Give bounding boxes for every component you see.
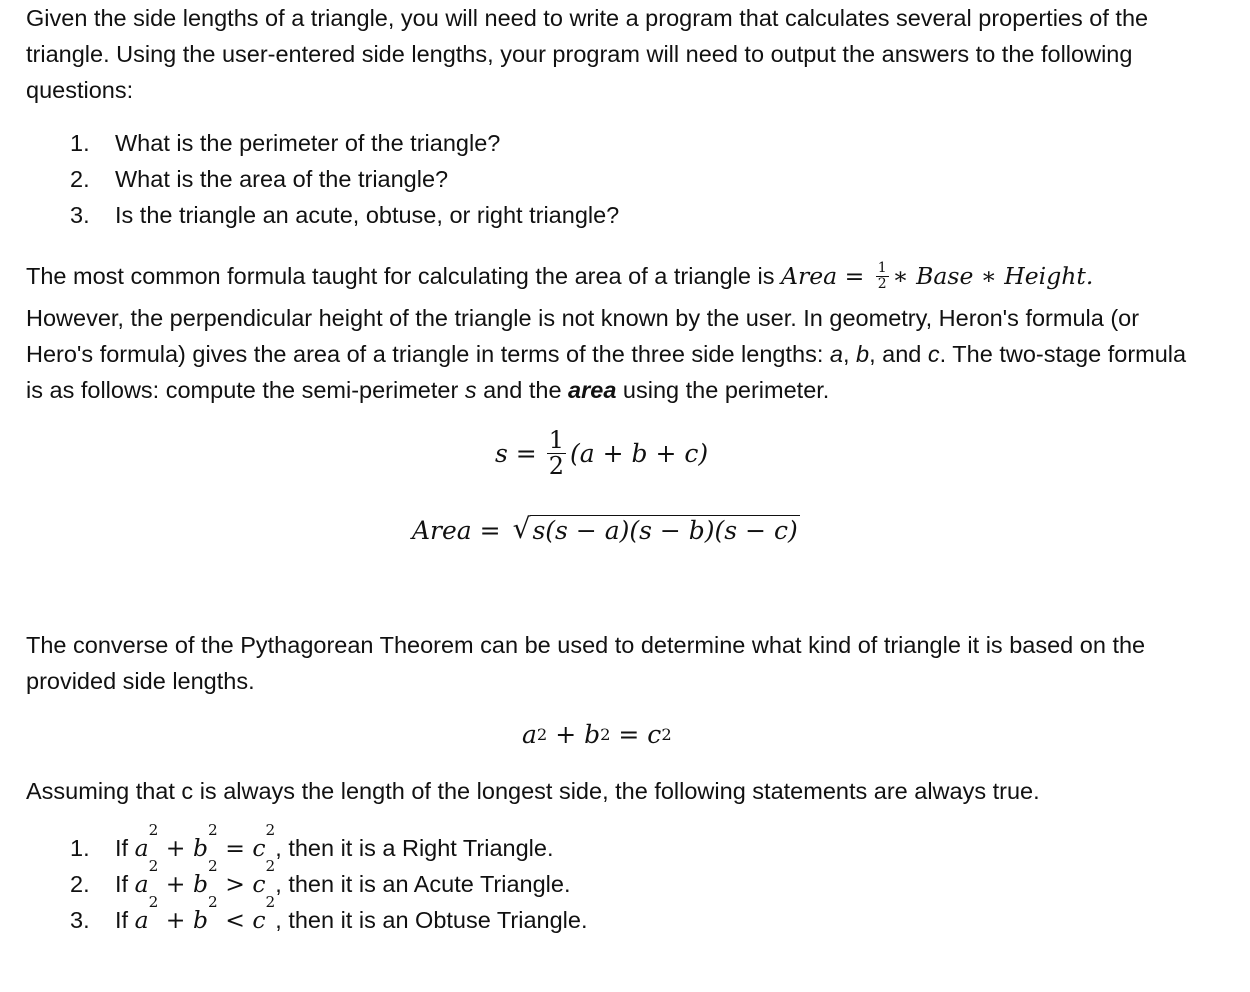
comparison-operator: =: [217, 834, 253, 862]
exponent: 2: [148, 821, 159, 839]
formula-base-height: ∗ Base ∗ Height.: [892, 262, 1094, 290]
semi-rhs: (a + b + c): [570, 439, 709, 469]
heron-intro-text: However, the perpendicular height of the triangle is not known by the user. In geometry, Heron's formula (or Hero's formula) gives the area of a triangle in terms of the three side lengths:: [26, 305, 1140, 367]
list-number: 2.: [70, 871, 90, 897]
plus-sign: +: [547, 720, 585, 749]
bold-area-word: area: [568, 377, 617, 403]
list-item: [70, 857, 587, 902]
list-text: Is the triangle an acute, obtuse, or right triangle?: [115, 202, 620, 228]
list-item: [70, 197, 619, 233]
pythag-c: c: [647, 720, 662, 749]
statement-prefix: If: [115, 907, 135, 933]
semi-perimeter-formula: [495, 428, 708, 479]
list-number: 1.: [70, 130, 90, 156]
list-number: 1.: [70, 835, 90, 861]
statement-suffix: , then it is an Acute Triangle.: [275, 871, 571, 897]
var-b: b: [192, 906, 209, 934]
var-b: b: [192, 834, 209, 862]
var-b: b: [192, 870, 209, 898]
questions-list: [70, 125, 619, 233]
semi-lhs: s =: [495, 439, 537, 469]
area-paragraph: [26, 256, 1196, 408]
var-a: a: [829, 341, 843, 367]
var-a: a: [134, 870, 149, 898]
statement-prefix: If: [115, 871, 135, 897]
var-c: c: [252, 870, 266, 898]
intro-paragraph: Given the side lengths of a triangle, you will need to write a program that calculates several properties of the triangle. Using the user-entered side lengths, your program will need to output the answers to the following questions:: [26, 5, 1149, 103]
sep-text: , and: [869, 341, 928, 367]
exponent: 2: [208, 893, 218, 911]
list-item: [70, 821, 587, 866]
formula-area-var: Area: [780, 262, 838, 290]
fraction-denominator: 2: [548, 452, 565, 481]
half-fraction: [876, 261, 889, 291]
perimeter-text: using the perimeter.: [616, 377, 830, 403]
var-a: a: [134, 906, 149, 934]
var-c: c: [252, 906, 266, 934]
statement-suffix: , then it is an Obtuse Triangle.: [275, 907, 588, 933]
var-a: a: [134, 834, 149, 862]
list-number: 3.: [70, 907, 90, 933]
and-text: and the: [476, 377, 569, 403]
plus-sign: +: [158, 834, 193, 862]
equals-sign: =: [610, 720, 648, 749]
assumption-paragraph: Assuming that c is always the length of the longest side, the following statements are always true.: [26, 778, 1040, 804]
two-stage-text: . The two-stage formula is as follows: compute the semi-perimeter: [26, 341, 1187, 403]
pythagorean-formula: a 2 + b 2 = c 2: [522, 720, 672, 749]
pythagorean-paragraph: The converse of the Pythagorean Theorem can be used to determine what kind of triangle it is based on the provided side lengths.: [26, 632, 1146, 694]
statement-suffix: , then it is a Right Triangle.: [275, 835, 554, 861]
list-item: [70, 893, 588, 938]
var-c: c: [927, 341, 940, 367]
fraction-denominator: 2: [877, 275, 887, 292]
list-number: 2.: [70, 166, 90, 192]
formula-equals: =: [837, 262, 872, 290]
var-s: s: [464, 377, 477, 403]
comparison-operator: >: [217, 870, 253, 898]
list-text: What is the perimeter of the triangle?: [115, 130, 501, 156]
exponent: 2: [265, 893, 276, 911]
statement-prefix: If: [115, 835, 135, 861]
var-b: b: [856, 341, 870, 367]
heron-lhs: Area =: [412, 515, 501, 545]
exponent: 2: [208, 821, 218, 839]
fraction-numerator: 1: [877, 259, 887, 276]
exponent: 2: [265, 857, 276, 875]
var-c: c: [252, 834, 266, 862]
plus-sign: +: [158, 870, 193, 898]
exponent: 2: [148, 893, 159, 911]
pythag-a: a: [522, 720, 537, 749]
list-item: [70, 161, 619, 197]
list-number: 3.: [70, 202, 90, 228]
statements-list: [70, 821, 588, 938]
list-item: [70, 125, 619, 161]
radicand: s(s − a)(s − b)(s − c): [532, 516, 798, 545]
exponent: 2: [148, 857, 159, 875]
area-lead-text: The most common formula taught for calculating the area of a triangle is: [26, 263, 781, 289]
exponent: 2: [265, 821, 276, 839]
list-text: What is the area of the triangle?: [115, 166, 449, 192]
fraction-numerator: 1: [548, 426, 565, 454]
semi-fraction: [547, 428, 566, 479]
comparison-operator: <: [217, 906, 253, 934]
sep-text: ,: [842, 341, 857, 367]
exponent: 2: [208, 857, 218, 875]
heron-formula: [412, 512, 800, 545]
sqrt-icon: √: [512, 512, 531, 545]
pythag-b: b: [584, 720, 601, 749]
plus-sign: +: [158, 906, 193, 934]
square-root: [512, 512, 800, 545]
